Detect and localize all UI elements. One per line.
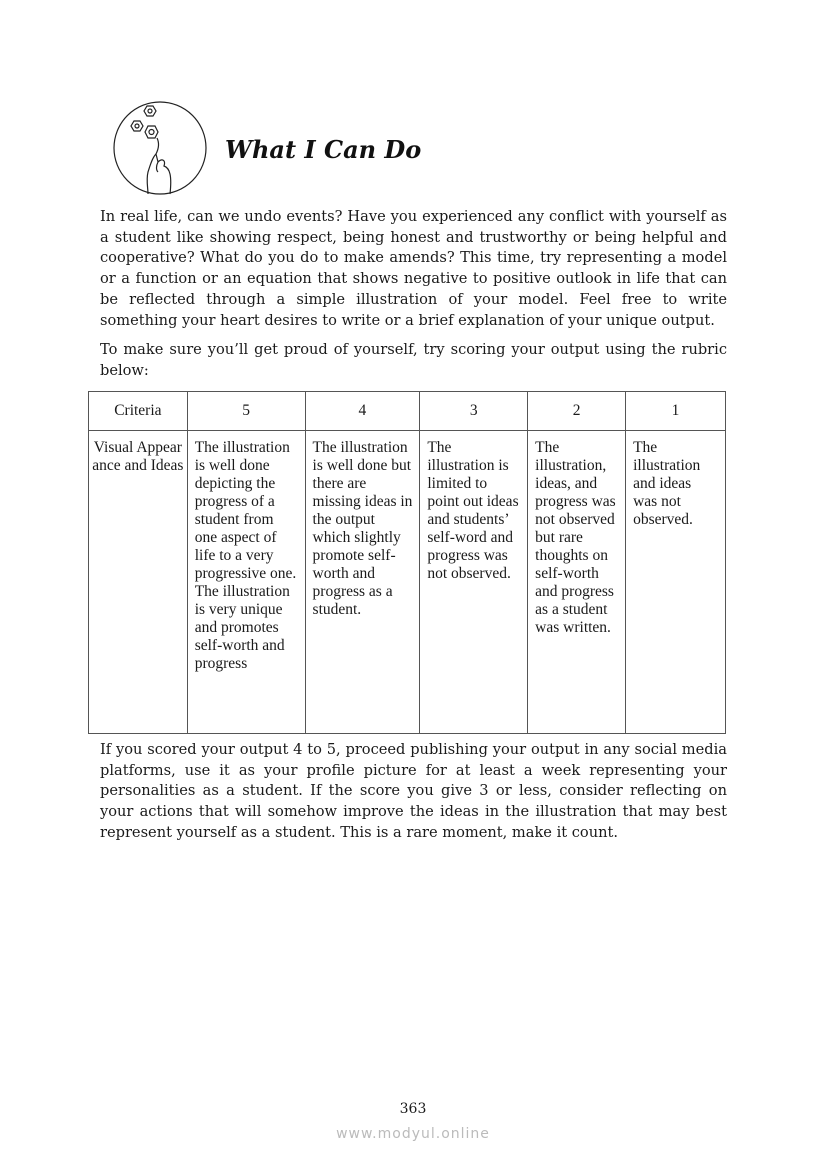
closing-paragraph: If you scored your output 4 to 5, proceed publishing your output in any social media platforms, use it as your profile picture for at least a week representing your personalities as a student. If the score you give 3 or less, consider reflecting on your actions that will somehow improve the ideas in the illustration that may best represent yourself as a student. This is a rare moment, make it count. (100, 741, 727, 841)
score-1-cell: The illustration and ideas was not observed. (626, 431, 726, 734)
intro-paragraph: In real life, can we undo events? Have you experienced any conflict with yourself as a student like showing respect, being honest and trustworthy or being helpful and cooperative? What do you do to make amends? This time, try representing a model or a function or an equation that shows negative to positive outlook in life that can be reflected through a simple illustration of your model. Feel free to write something your heart desires to write or a brief explanation of your unique output. (100, 208, 727, 329)
page-number: 363 (399, 1101, 427, 1117)
page-title: What I Can Do (225, 135, 422, 164)
table-header-row (89, 392, 726, 431)
watermark: www.modyul.online (336, 1126, 490, 1142)
table-row (89, 431, 726, 734)
header-score-2: 2 (528, 392, 626, 431)
criteria-cell: Visual Appearance and Ideas (89, 431, 188, 734)
hand-with-gears-icon (112, 100, 208, 196)
score-2-cell: The illustration, ideas, and progress was not observed but rare thoughts on self-worth and progress as a student was written. (528, 431, 626, 734)
score-5-cell: The illustration is well done depicting the progress of a student from one aspect of life to a very progressive one. The illustration is very unique and promotes self-worth and progress (187, 431, 305, 734)
header-score-5: 5 (187, 392, 305, 431)
header-criteria: Criteria (89, 392, 188, 431)
score-4-cell: The illustration is well done but there are missing ideas in the output which slightly promote self-worth and progress as a student. (305, 431, 420, 734)
score-3-cell: The illustration is limited to point out ideas and students’ self-word and progress was not observed. (420, 431, 528, 734)
header-score-3: 3 (420, 392, 528, 431)
header-score-1: 1 (626, 392, 726, 431)
rubric-table (88, 391, 726, 734)
header-score-4: 4 (305, 392, 420, 431)
rubric-intro-paragraph: To make sure you’ll get proud of yourself, try scoring your output using the rubric below: (100, 341, 727, 379)
